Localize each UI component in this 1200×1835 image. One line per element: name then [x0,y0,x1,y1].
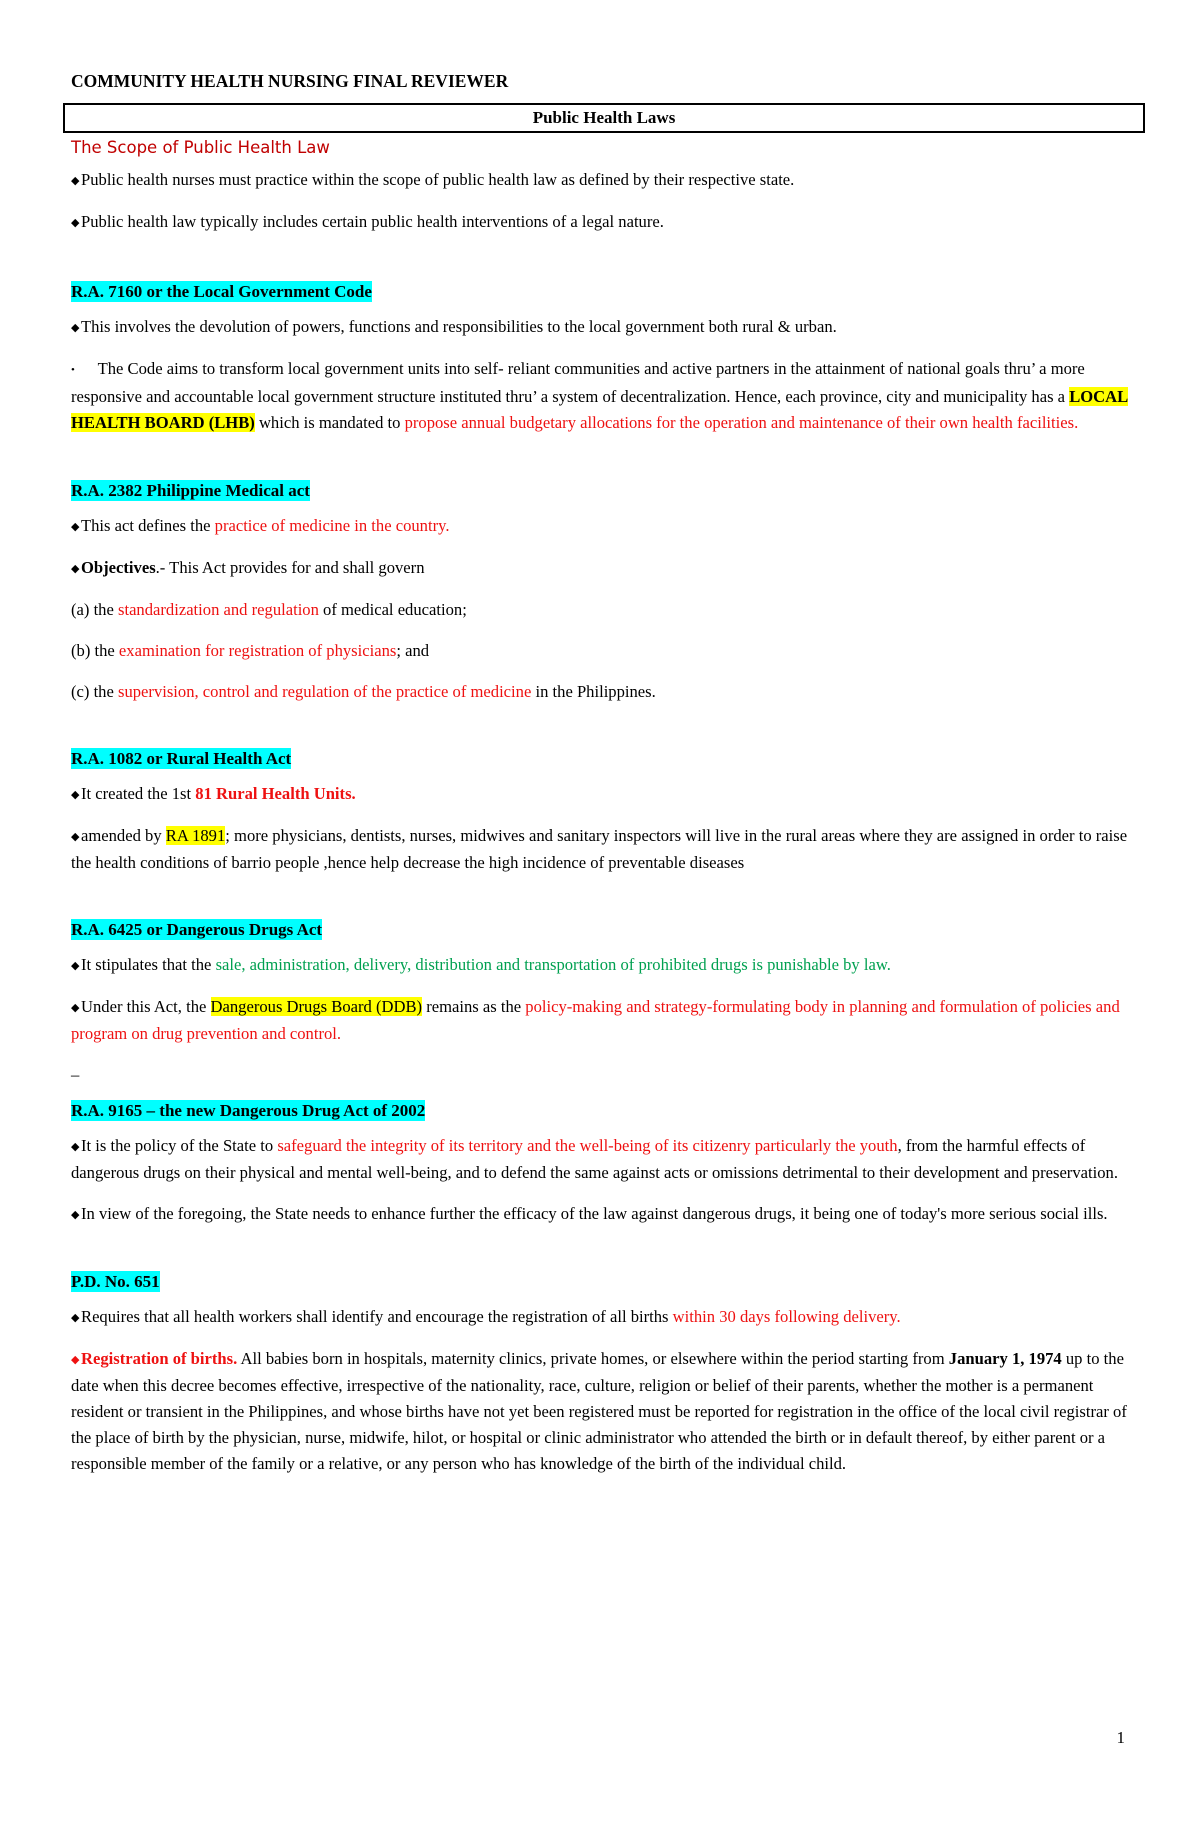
heading-ra9165: R.A. 9165 – the new Dangerous Drug Act of 2002 [71,1100,426,1120]
page-number: 1 [1116,1728,1125,1747]
ra1891-highlight: RA 1891 [165,825,226,845]
heading-ra7160: R.A. 7160 or the Local Government Code [71,282,372,301]
lhb-highlight: LOCAL HEALTH BOARD (LHB) [71,386,1129,432]
section-box-title: Public Health Laws [63,103,1145,133]
bullet-icon: ◆ [71,1140,80,1153]
bullet-icon: ◆ [71,959,80,972]
ra9165-bullet-1: ◆It is the policy of the State to safeguard the integrity of its territory and the well-being of its citizenry particularly the youth, from the harmful effects of dangerous drugs on their physical and mental well-being, and to defend the same against acts or omissions detrimental to their development and preservation. [71,1135,1118,1182]
scope-bullet-2: ◆Public health law typically includes certain public health interventions of a legal nature. [71,209,1141,236]
bullet-icon: ◆ [71,830,80,843]
bullet-icon: ◆ [71,1311,80,1324]
bullet-icon: ◆ [71,788,80,801]
ra1082-bullet-2: ◆amended by RA 1891; more physicians, dentists, nurses, midwives and sanitary inspectors will live in the rural areas where they are assigned in order to raise the health conditions of barrio people ,hence help decrease the high incidence of preventable diseases [71,825,1128,872]
scope-bullet-1: ◆Public health nurses must practice within the scope of public health law as defined by their respective state. [71,167,1141,194]
bullet-icon: ◆ [71,520,80,533]
ra1082-bullet-1: ◆It created the 1st 81 Rural Health Units. [71,781,1141,808]
document-title: COMMUNITY HEALTH NURSING FINAL REVIEWER [71,71,509,91]
ra6425-bullet-2: ◆Under this Act, the Dangerous Drugs Board (DDB) remains as the policy-making and strategy-formulating body in planning and formulation of policies and program on drug prevention and control. [71,996,1120,1043]
bullet-icon: • [71,364,75,376]
ra7160-bullet-1: ◆This involves the devolution of powers, functions and responsibilities to the local government both rural & urban. [71,314,1141,341]
bullet-icon: ◆ [71,217,80,229]
ra9165-bullet-2: ◆In view of the foregoing, the State needs to enhance further the efficacy of the law against dangerous drugs, it being one of today's more serious social ills. [71,1201,1141,1228]
pd651-bullet-1: ◆Requires that all health workers shall identify and encourage the registration of all births within 30 days following delivery. [71,1304,1141,1331]
bullet-icon: ◆ [71,322,80,334]
ra2382-bullet-1: ◆This act defines the practice of medicine in the country. [71,513,1141,540]
heading-ra2382: R.A. 2382 Philippine Medical act [71,480,310,500]
bullet-icon: ◆ [71,562,80,575]
ra2382-objectives: ◆Objectives.- This Act provides for and shall govern [71,555,1141,582]
bullet-icon: ◆ [71,1208,80,1221]
heading-ra6425: R.A. 6425 or Dangerous Drugs Act [71,919,323,939]
bullet-icon: ◆ [71,1001,80,1014]
ra7160-bullet-2: • The Code aims to transform local government units into self- reliant communities and active partners in the attainment of national goals thru’ a more responsive and accountable local government structure instituted thru’ a system of decentralization. Hence, each province, city and municipality has a LOCAL HEALTH BOARD (LHB) which is mandated to propose annual budgetary allocations for the operation and maintenance of their own health facilities. [71,359,1129,432]
bullet-icon: ◆ [71,175,80,187]
scope-heading: The Scope of Public Health Law [71,138,330,157]
ra2382-item-b: (b) the examination for registration of physicians; and [71,640,430,660]
ra2382-item-a: (a) the standardization and regulation of medical education; [71,599,467,619]
document-content [71,68,1141,1492]
dash-separator: – [71,1064,80,1084]
heading-ra1082: R.A. 1082 or Rural Health Act [71,748,292,768]
pd651-bullet-2: ◆Registration of births. All babies born in hospitals, maternity clinics, private homes, or elsewhere within the period starting from January 1, 1974 up to the date when this decree becomes effective, irrespective of the nationality, race, culture, religion or belief of their parents, whether the mother is a permanent resident or transient in the Philippines, and whose births have not yet been registered must be reported for registration in the office of the local civil registrar of the place of birth by the physician, nurse, midwife, hilot, or hospital or clinic administrator who attended the birth or in default thereof, by either parent or a responsible member of the family or a relative, or any person who has knowledge of the birth of the individual child. [71,1348,1127,1473]
heading-pd651: P.D. No. 651 [71,1271,160,1291]
ra2382-item-c: (c) the supervision, control and regulation of the practice of medicine in the Philippines. [71,681,656,701]
ddb-highlight: Dangerous Drugs Board (DDB) [210,996,423,1016]
ra6425-bullet-1: ◆It stipulates that the sale, administration, delivery, distribution and transportation of prohibited drugs is punishable by law. [71,952,1141,979]
bullet-icon: ◆ [71,1353,80,1366]
